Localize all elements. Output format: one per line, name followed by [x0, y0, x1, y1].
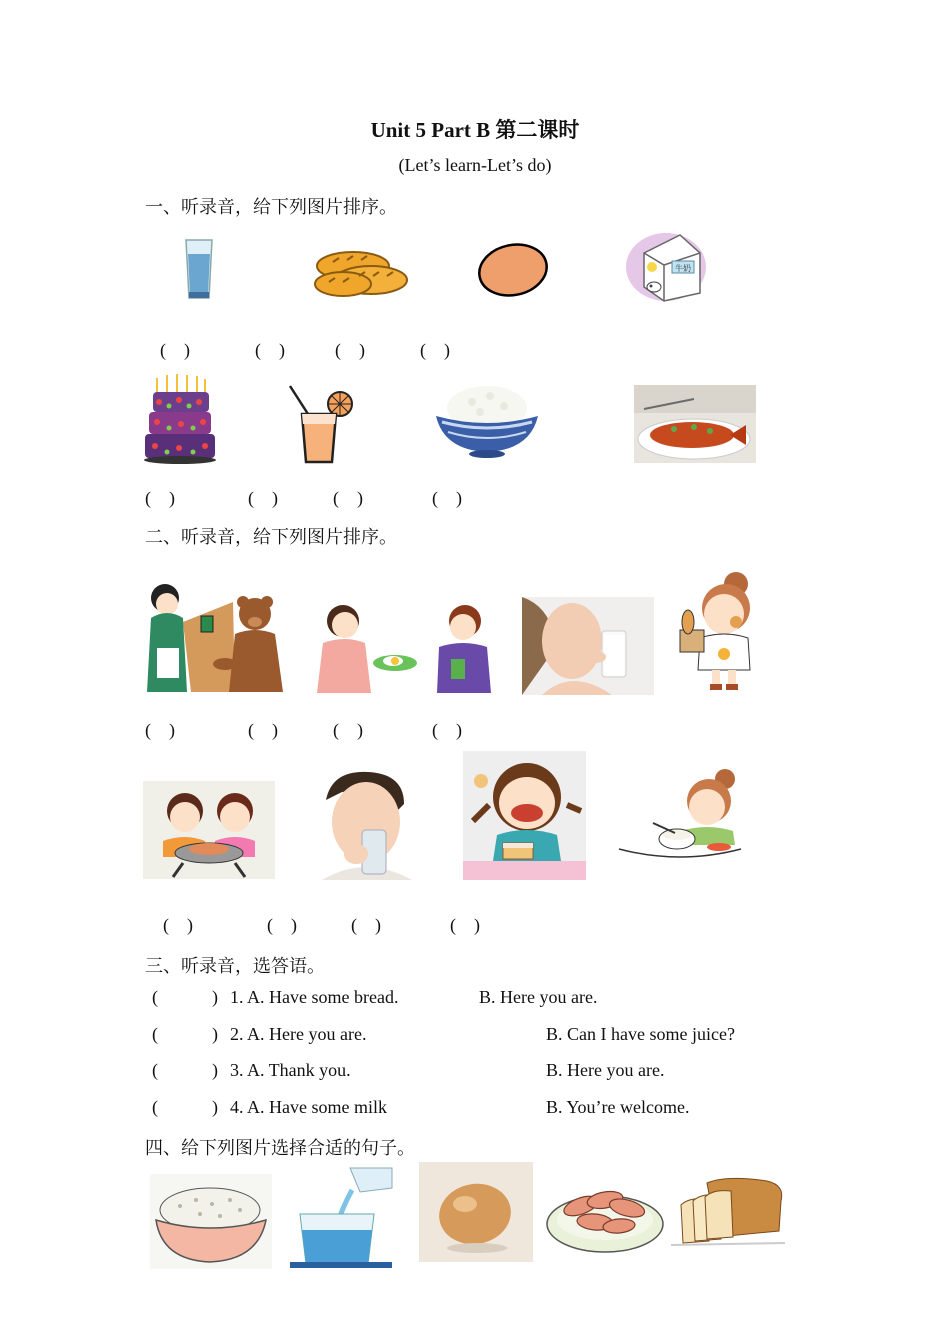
order-blank-1[interactable]: ( ) — [160, 340, 190, 360]
order-blank-3[interactable]: ( ) — [335, 340, 365, 360]
question-4-option-b: B. You’re welcome. — [546, 1097, 690, 1117]
page-title: Unit 5 Part B 第二课时 — [370, 118, 580, 142]
order-blank-11[interactable]: ( ) — [333, 720, 363, 740]
woman-drinking-milk-picture — [522, 597, 654, 695]
boy-drinking-water-picture — [312, 770, 422, 880]
order-blank-16[interactable]: ( ) — [450, 915, 480, 935]
section-2-heading: 二、听录音，给下列图片排序。 — [145, 527, 397, 548]
fish-dish-picture — [634, 385, 756, 463]
question-2-option-a: 2. A. Here you are. — [230, 1024, 367, 1044]
birthday-cake-picture — [143, 370, 217, 464]
question-1-option-a: 1. A. Have some bread. — [230, 987, 399, 1007]
order-blank-7[interactable]: ( ) — [333, 488, 363, 508]
kids-eating-fish-picture — [143, 781, 275, 879]
question-2-option-b: B. Can I have some juice? — [546, 1024, 735, 1044]
order-blank-14[interactable]: ( ) — [267, 915, 297, 935]
milk-carton-label: 牛奶 — [675, 264, 691, 273]
order-blank-10[interactable]: ( ) — [248, 720, 278, 740]
milk-carton-picture — [626, 225, 712, 303]
question-4-option-a: 4. A. Have some milk — [230, 1097, 387, 1117]
answer-close-paren-4: ) — [212, 1097, 218, 1117]
answer-open-paren-2[interactable]: ( — [152, 1024, 158, 1044]
section-4-heading: 四、给下列图片选择合适的句子。 — [145, 1138, 415, 1159]
rice-bowl-picture — [432, 378, 542, 460]
girl-giving-boy-egg-picture — [313, 601, 495, 693]
answer-close-paren-2: ) — [212, 1024, 218, 1044]
answer-open-paren-4[interactable]: ( — [152, 1097, 158, 1117]
order-blank-13[interactable]: ( ) — [163, 915, 193, 935]
egg-picture — [477, 243, 549, 297]
girl-eating-bread-picture — [678, 570, 768, 692]
bread-picture — [313, 244, 409, 302]
answer-open-paren-3[interactable]: ( — [152, 1060, 158, 1080]
answer-open-paren-1[interactable]: ( — [152, 987, 158, 1007]
question-3-option-a: 3. A. Thank you. — [230, 1060, 351, 1080]
order-blank-8[interactable]: ( ) — [432, 488, 462, 508]
order-blank-2[interactable]: ( ) — [255, 340, 285, 360]
order-blank-6[interactable]: ( ) — [248, 488, 278, 508]
order-blank-5[interactable]: ( ) — [145, 488, 175, 508]
rice-bowl-sketch-picture — [150, 1174, 272, 1269]
order-blank-9[interactable]: ( ) — [145, 720, 175, 740]
pouring-water-picture — [290, 1168, 392, 1268]
sliced-bread-picture — [667, 1175, 789, 1251]
girl-eating-cake-picture — [463, 751, 586, 880]
order-blank-12[interactable]: ( ) — [432, 720, 462, 740]
waitress-and-bear-picture — [143, 578, 285, 694]
section-1-heading: 一、听录音，给下列图片排序。 — [145, 197, 397, 218]
answer-close-paren-3: ) — [212, 1060, 218, 1080]
order-blank-4[interactable]: ( ) — [420, 340, 450, 360]
page-subtitle: (Let’s learn-Let’s do) — [398, 155, 552, 175]
question-3-option-b: B. Here you are. — [546, 1060, 665, 1080]
question-1-option-b: B. Here you are. — [479, 987, 598, 1007]
juice-glass-picture — [286, 382, 354, 464]
girl-eating-rice-picture — [615, 765, 745, 860]
brown-egg-picture — [419, 1162, 533, 1262]
answer-close-paren-1: ) — [212, 987, 218, 1007]
water-glass-picture — [183, 232, 215, 302]
section-3-heading: 三、听录音，选答语。 — [145, 956, 325, 977]
beef-plate-picture — [545, 1168, 665, 1256]
order-blank-15[interactable]: ( ) — [351, 915, 381, 935]
